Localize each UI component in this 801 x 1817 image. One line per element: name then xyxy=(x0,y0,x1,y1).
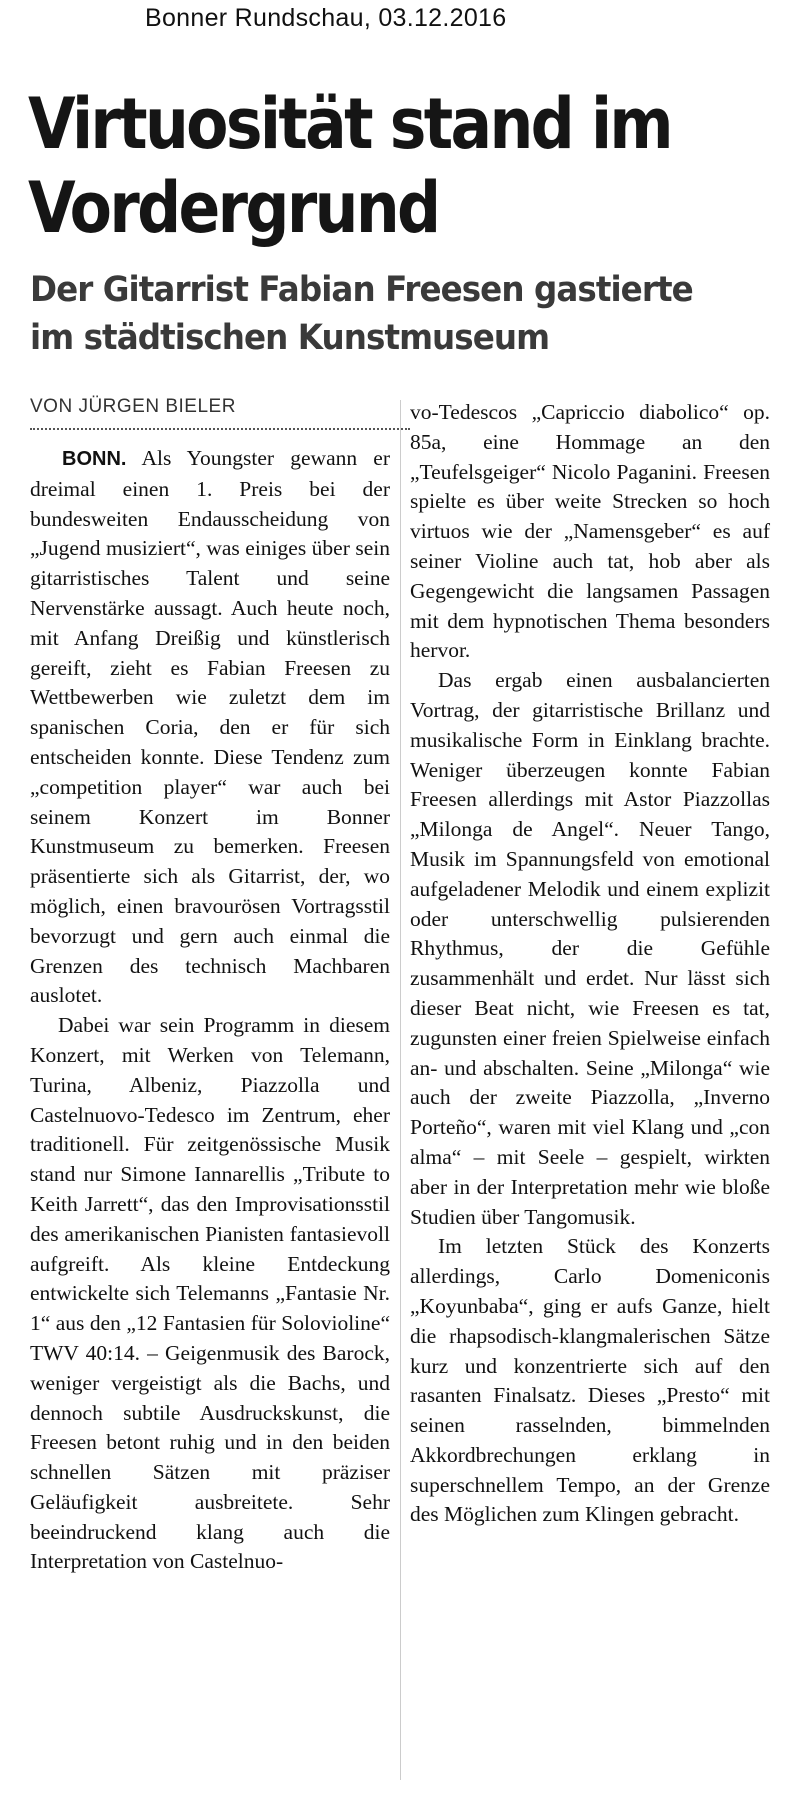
byline: VON JÜRGEN BIELER xyxy=(30,396,236,417)
article-paragraph: vo-Tedescos „Capriccio diabolico“ op. 85a, eine Hommage an den „Teufelsgeiger“ Nicolo Paganini. Freesen spielte es über weite Strecken so hoch virtuos wie der „Namensgeber“ es auf seiner Violine auch tat, hob aber als Gegengewicht die langsamen Passagen mit dem hypnotischen Thema besonders hervor. xyxy=(410,400,770,663)
article-paragraph: Im letzten Stück des Konzerts allerdings, Carlo Domeniconis „Koyunbaba“, ging er aufs Ganze, hielt die rhapsodisch-klangmalerischen Sätze kurz und konzentrierte sich auf den rasanten Finalsatz. Dieses „Presto“ mit seinen rasselnden, bimmelnden Akkordbrechungen erklang in superschnellem Tempo, an der Grenze des Möglichen zum Klingen gebracht. xyxy=(410,1234,770,1527)
column-divider xyxy=(400,400,401,1780)
subheadline: Der Gitarrist Fabian Freesen gastierte im städtischen Kunstmuseum xyxy=(30,270,693,358)
article-column-left xyxy=(30,444,390,1577)
headline: Virtuosität stand im Vordergrund xyxy=(28,83,671,249)
source-citation: Bonner Rundschau, 03.12.2016 xyxy=(145,4,507,32)
byline-divider xyxy=(30,428,410,430)
dateline: BONN. xyxy=(62,448,127,470)
article-column-right xyxy=(410,398,770,1530)
paragraph-text: Als Youngster gewann er dreimal einen 1. Preis bei der bundesweiten Endausscheidung von „Jugend musiziert“, was einiges über sein gitarristisches Talent und seine Nervenstärke aussagt. Auch heute noch, mit Anfang Dreißig und künstlerisch gereift, zieht es Fabian Freesen zu Wettbewerben wie zuletzt dem im spanischen Coria, den er für sich entscheiden konnte. Diese Tendenz zum „competition player“ war auch bei seinem Konzert im Bonner Kunstmuseum zu bemerken. Freesen präsentierte sich als Gitarrist, der, wo möglich, einen bravourösen Vortragsstil bevorzugt und gern auch einmal die Grenzen des technisch Machbaren auslotet. xyxy=(30,446,390,1008)
article-paragraph: Dabei war sein Programm in diesem Konzert, mit Werken von Telemann, Turina, Albeniz, Piazzolla und Castelnuovo-Tedesco im Zentrum, eher traditionell. Für zeitgenössische Musik stand nur Simone Iannarellis „Tribute to Keith Jarrett“, das den Improvisationsstil des amerikanischen Pianisten fantasievoll aufgreift. Als kleine Entdeckung entwickelte sich Telemanns „Fantasie Nr. 1“ aus den „12 Fantasien für Solovioline“ TWV 40:14. – Geigenmusik des Barock, weniger vergeistigt als die Bachs, und dennoch subtile Ausdruckskunst, die Freesen betont ruhig und in den beiden schnellen Sätzen mit präziser Geläufigkeit ausbreitete. Sehr beeindruckend klang auch die Interpretation von Castelnuo- xyxy=(30,1013,390,1574)
article-paragraph: Das ergab einen ausbalancierten Vortrag, der gitarristische Brillanz und musikalische Form in Einklang brachte. Weniger überzeugen konnte Fabian Freesen allerdings mit Astor Piazzollas „Milonga de Angel“. Neuer Tango, Musik im Spannungsfeld von emotional aufgeladener Melodik und einem explizit oder unterschwellig pulsierenden Rhythmus, der die Gefühle zusammenhält und erdet. Nur lässt sich dieser Beat nicht, wie Freesen es tat, zugunsten einer freien Spielweise einfach an- und abschalten. Seine „Milonga“ wie auch der zweite Piazzolla, „Inverno Porteño“, waren mit viel Klang und „con alma“ – mit Seele – gespielt, wirkten aber in der Interpretation mehr wie bloße Studien über Tangomusik. xyxy=(410,668,770,1229)
article-paragraph xyxy=(30,444,390,1011)
